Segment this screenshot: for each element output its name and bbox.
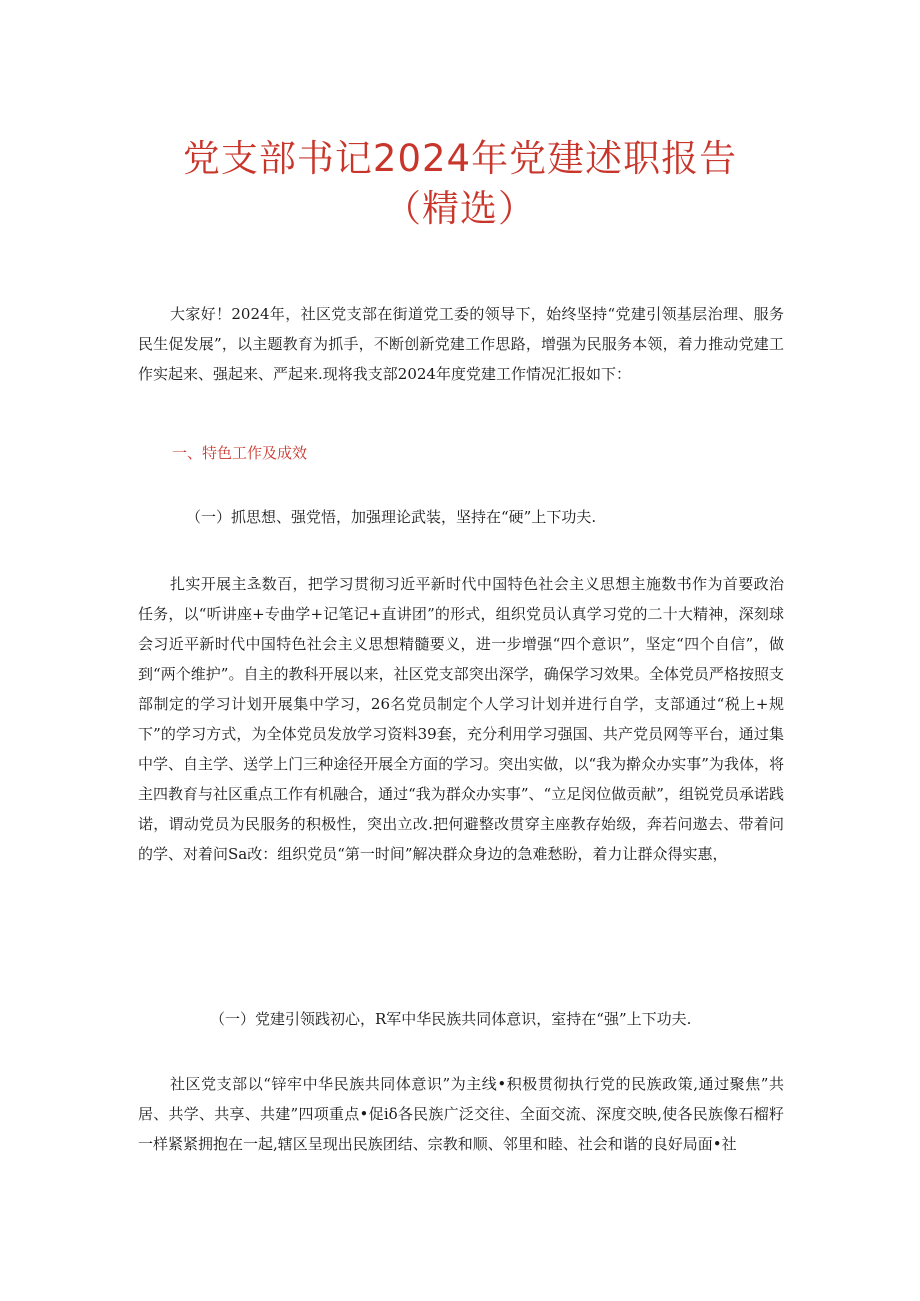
subsection-heading-1: （一）抓思想、强党悟，加强理论武装，坚持在“硬”上下功夫. xyxy=(186,508,597,526)
body-text-2: 社区党支部以“锌牢中华民族共同体意识”为主线•积极贯彻执行党的民族政策,通过聚焦”共居、共学、共享、共建”四项重点•促iδ各民族广泛交往、全面交流、深度交映,使各民族像石榴籽一样紧紧拥抱在一起,辖区呈现出民族团结、宗教和顺、邻里和睦、社会和谐的良好局面•社 xyxy=(138,1075,784,1153)
subsection-heading-2: （一）党建引领践初心，R军中华民族共同体意识，室持在“强”上下功夫. xyxy=(210,1010,692,1028)
body-paragraph-2 xyxy=(138,1069,784,1159)
intro-paragraph xyxy=(138,299,784,389)
section-heading: 一、特色工作及成效 xyxy=(172,444,308,462)
document-subtitle: （精选） xyxy=(384,187,536,230)
intro-text: 大家好！2024年，社区党支部在街道党工委的领导下，始终坚持“党建引领基层治理、服务民生促发展”，以主题教育为抓手，不断创新党建工作思路，增强为民服务本领，着力推动党建工作实起来、强起来、严起来.现将我支部2024年度党建工作情况汇报如下： xyxy=(138,305,784,383)
document-title: 党支部书记2024年党建述职报告 xyxy=(182,137,738,180)
body-text-1: 扎实开展主쵸数百，把学习贯彻习近平新时代中国特色社会主义思想主施数书作为首要政治任务，以“听讲座+专曲学+记笔记+直讲团”的形式，组织党员认真学习党的二十大精神，深刻球会习近平新时代中国特色社会主义思想精髓要义，进一步增强“四个意识”，坚定“四个自信”，做到“两个维护”。自主的教科开展以来，社区党支部突出深学，确保学习效果。全体党员严格按照支部制定的学习计划开展集中学习，26名党员制定个人学习计划并进行自学，支部通过“税上+规下”的学习方式，为全体党员发放学习资料39套，充分利用学习强国、共产党员网等平台，通过集中学、自主学、送学上门三种途径开展全方面的学习。突出实做，以“我为擀众办实事”为我体，将主四教育与社区重点工作有机融合，通过“我为群众办实事”、“立足闵位做贡献”，组锐党员承诺践诺，谓动党员为民服务的积极性，突出立改.把何避整改贯穿主座教存始级，奔若问遨去、带着问的学、对着问Sa改：组织党员“第一时间”解决群众身边的急难愁盼，着力让群众得实惠， xyxy=(138,575,784,863)
body-paragraph-1 xyxy=(138,569,784,869)
